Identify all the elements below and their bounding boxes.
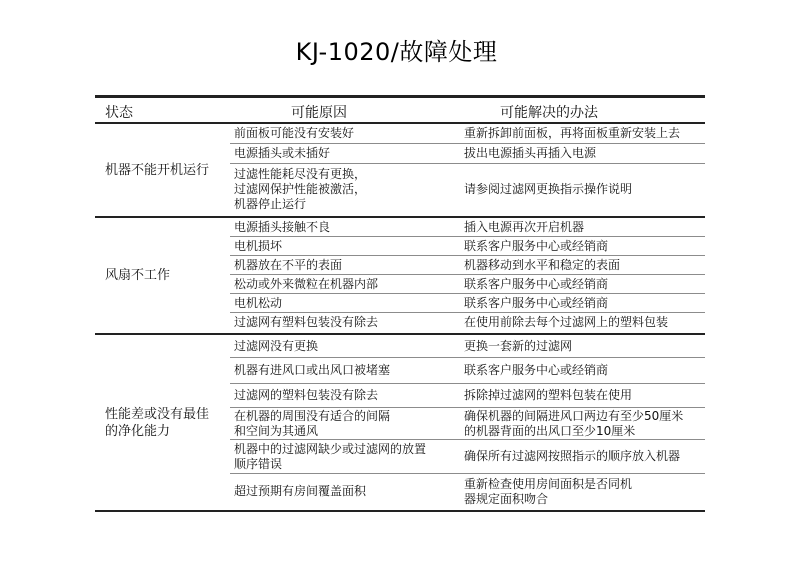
- cause-cell: 过滤网有塑料包装没有除去: [234, 315, 379, 329]
- solution-cell: 联系客户服务中心或经销商: [464, 276, 609, 291]
- table-row: [230, 124, 705, 144]
- table-row: [230, 335, 705, 358]
- status-label: 性能差或没有最佳 的净化能力: [105, 406, 210, 439]
- page-title: KJ-1020/故障处理: [295, 38, 498, 66]
- solution-cell: 联系客户服务中心或经销商: [464, 363, 609, 377]
- cause-cell: 机器放在不平的表面: [234, 257, 343, 272]
- table-row: [230, 218, 705, 237]
- solution-cell: 插入电源再次开启机器: [464, 219, 585, 234]
- solution-cell: 确保所有过滤网按照指示的顺序放入机器: [464, 449, 681, 463]
- cause-cell: 过滤性能耗尽没有更换， 过滤网保护性能被激活， 机器停止运行: [234, 167, 367, 211]
- solution-cell: 拆除掉过滤网的塑料包装在使用: [464, 388, 633, 402]
- cause-cell: 电源插头接触不良: [234, 219, 331, 234]
- solution-cell: 确保机器的间隔进风口两边有至少50厘米 的机器背面的出风口至少10厘米: [464, 408, 684, 438]
- cause-cell: 在机器的周围没有适合的间隔 和空间为其通风: [234, 408, 391, 438]
- status-label: 风扇不工作: [105, 268, 171, 283]
- table-row: [230, 164, 705, 215]
- cause-cell: 超过预期有房间覆盖面积: [234, 484, 367, 498]
- cause-cell: 机器中的过滤网缺少或过滤网的放置 顺序错误: [234, 441, 427, 471]
- status-group: [95, 218, 705, 335]
- cause-cell: 电机松动: [234, 295, 283, 310]
- troubleshooting-table: [95, 95, 705, 512]
- header-status: 状态: [105, 105, 133, 121]
- status-label: 机器不能开机运行: [105, 162, 210, 178]
- table-header: [95, 95, 705, 124]
- table-row: [230, 294, 705, 313]
- table-row: [230, 237, 705, 256]
- solution-cell: 重新拆卸前面板，再将面板重新安装上去: [464, 126, 681, 140]
- solution-cell: 联系客户服务中心或经销商: [464, 295, 609, 310]
- solution-cell: 在使用前除去每个过滤网上的塑料包装: [464, 315, 669, 329]
- solution-cell: 联系客户服务中心或经销商: [464, 238, 609, 253]
- cause-cell: 前面板可能没有安装好: [234, 126, 355, 140]
- cause-cell: 电机损坏: [234, 238, 283, 253]
- table-row: [230, 474, 705, 509]
- table-row: [230, 440, 705, 474]
- cause-cell: 过滤网的塑料包装没有除去: [234, 388, 379, 402]
- table-body: [95, 124, 705, 512]
- header-cause: 可能原因: [291, 105, 347, 121]
- solution-cell: 机器移动到水平和稳定的表面: [464, 257, 621, 272]
- cause-cell: 过滤网没有更换: [234, 338, 319, 353]
- header-solution: 可能解决的办法: [500, 105, 598, 121]
- solution-cell: 拔出电源插头再插入电源: [464, 146, 597, 160]
- solution-cell: 更换一套新的过滤网: [464, 338, 573, 353]
- table-row: [230, 144, 705, 164]
- cause-cell: 机器有进风口或出风口被堵塞: [234, 363, 391, 377]
- status-group: [95, 124, 705, 218]
- cause-cell: 电源插头或未插好: [234, 146, 331, 160]
- table-row: [230, 384, 705, 408]
- table-row: [230, 275, 705, 294]
- status-group: [95, 335, 705, 512]
- table-row: [230, 358, 705, 384]
- table-row: [230, 256, 705, 275]
- solution-cell: 重新检查使用房间面积是否同机 器规定面积吻合: [464, 476, 633, 506]
- solution-cell: 请参阅过滤网更换指示操作说明: [464, 182, 633, 196]
- table-row: [230, 313, 705, 332]
- table-row: [230, 408, 705, 440]
- cause-cell: 松动或外来微粒在机器内部: [234, 276, 379, 291]
